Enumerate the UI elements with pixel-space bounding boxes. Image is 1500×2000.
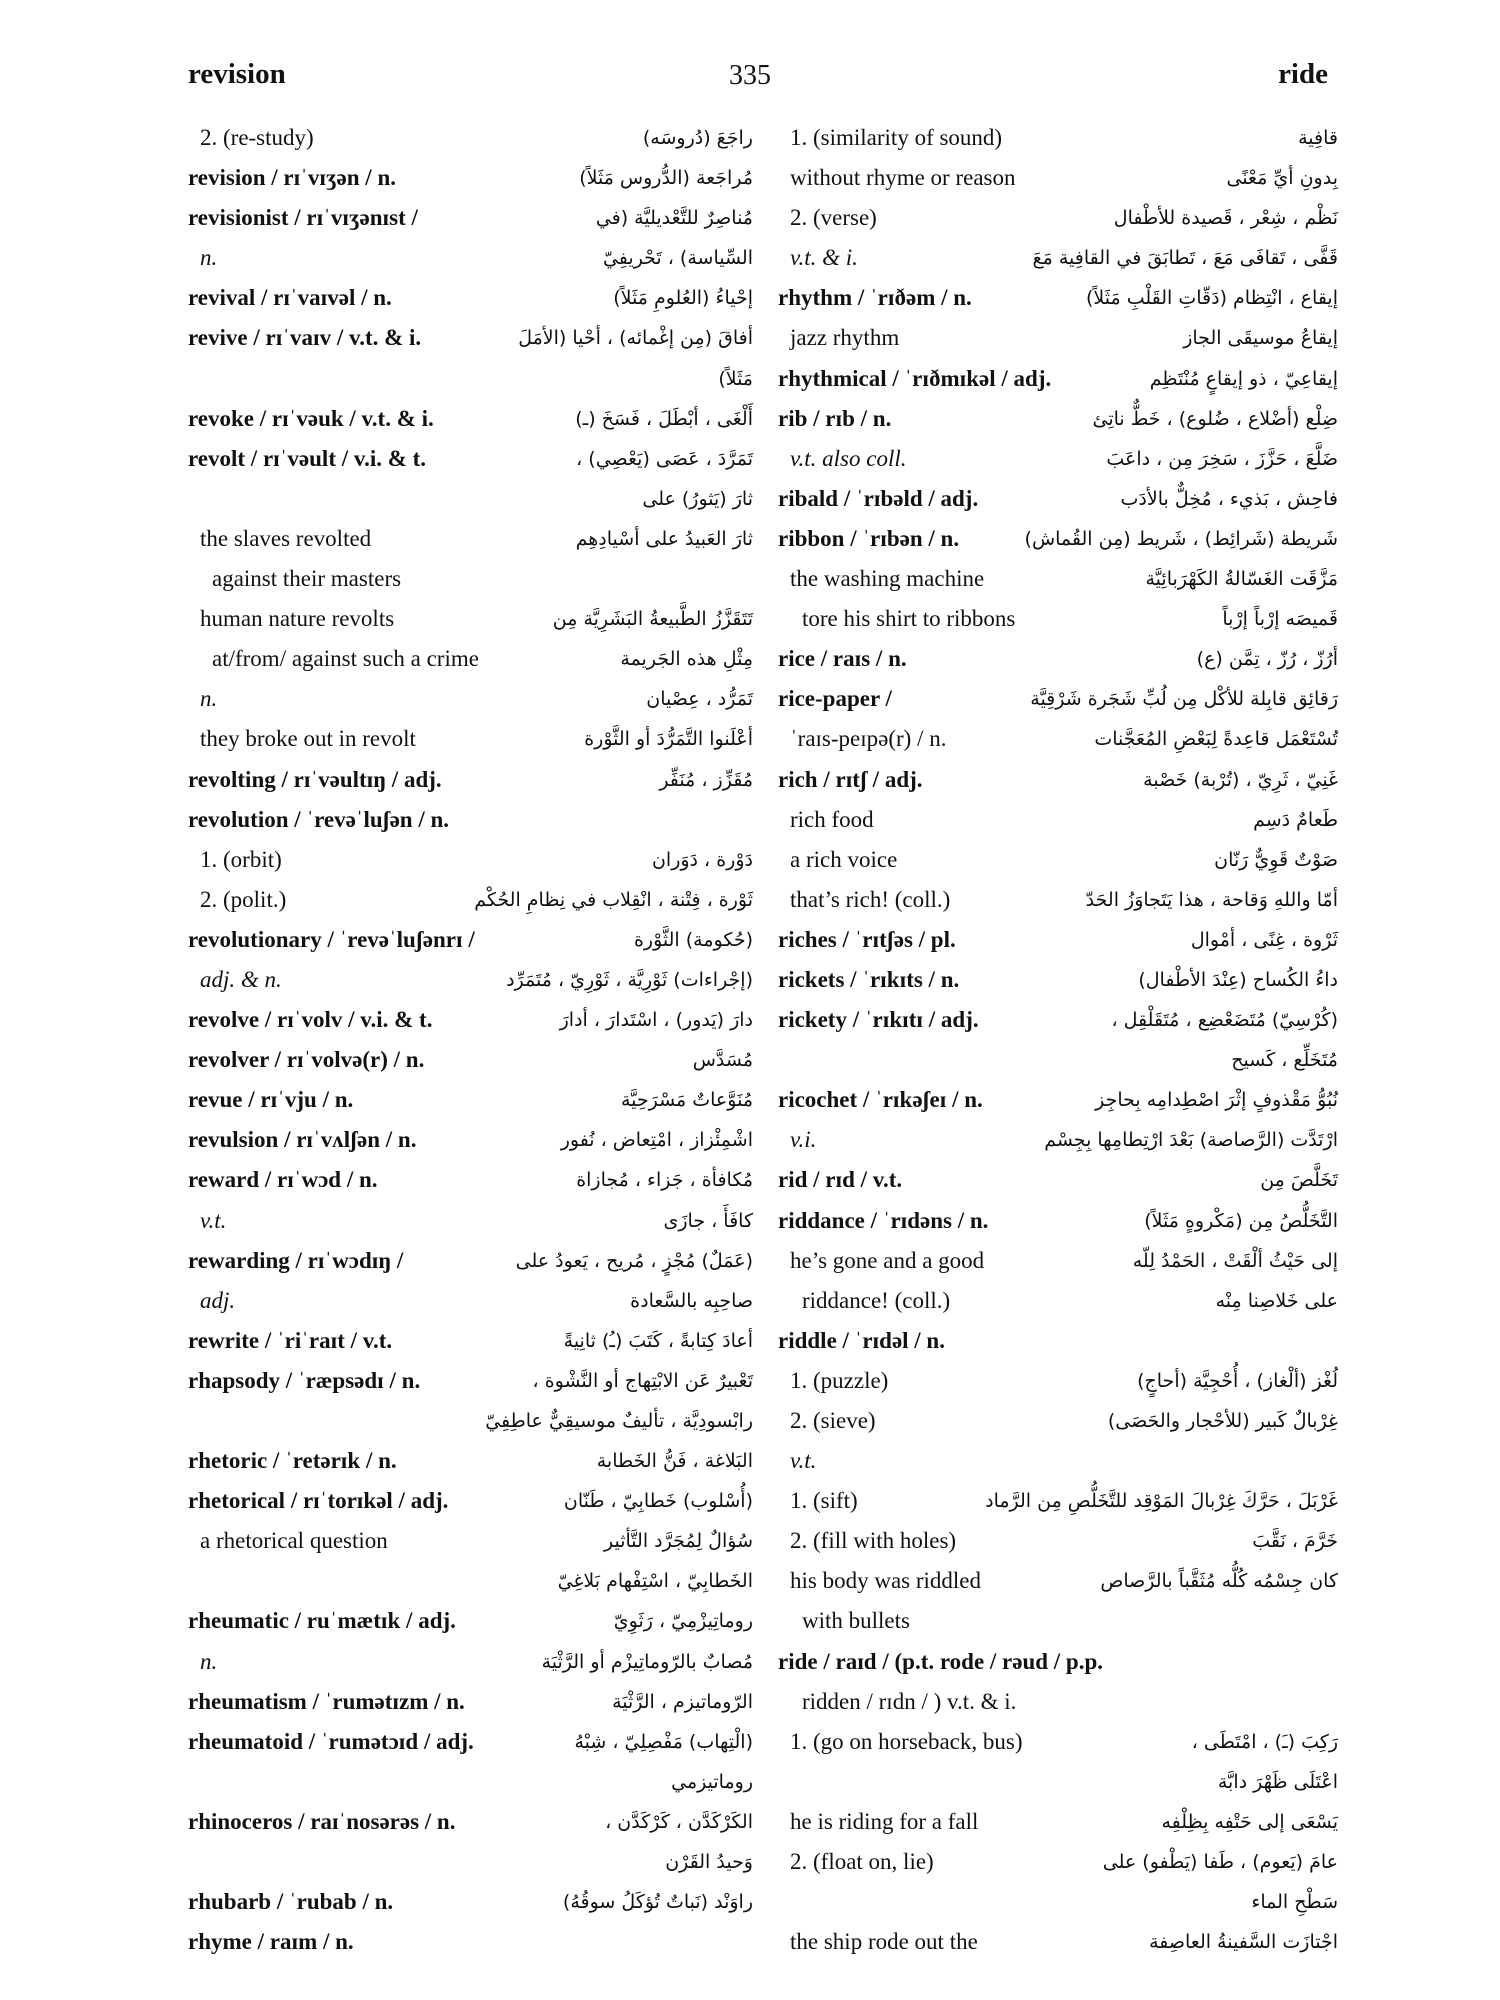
arabic-text: إلى حَيْثُ ألْقَتْ ، الحَمْدُ لِلّه — [1132, 1249, 1338, 1272]
english-text: v.t. also coll. — [790, 445, 907, 471]
arabic-text: ثارَ (يَثورُ) على — [642, 487, 753, 510]
entry-line — [778, 840, 1338, 880]
english-text: rid / rɪd / v.t. — [778, 1167, 903, 1193]
entry-line — [778, 1000, 1338, 1040]
entry-line — [188, 1361, 753, 1401]
english-text: ridden / rɪdn / ) v.t. & i. — [802, 1688, 1017, 1714]
entry-line — [778, 1842, 1338, 1882]
english-text: revolt / rɪˈvəult / v.i. & t. — [188, 445, 427, 471]
entry-line — [778, 479, 1338, 519]
english-text: ˈraɪs-peɪpə(r) / n. — [790, 726, 947, 752]
entry-line — [778, 1401, 1338, 1441]
entry-line — [778, 760, 1338, 800]
english-text: tore his shirt to ribbons — [802, 606, 1016, 632]
english-text: riddle / ˈrɪdəl / n. — [778, 1327, 945, 1353]
entry-line — [778, 1882, 1338, 1922]
english-text: rhinoceros / raɪˈnosərəs / n. — [188, 1808, 456, 1834]
english-text: at/from/ against such a crime — [212, 646, 479, 672]
entry-line — [188, 1040, 753, 1080]
entry-line — [188, 559, 753, 599]
arabic-text: روماتيزمي — [671, 1770, 753, 1793]
arabic-text: لُغْز (ألْغاز) ، أُحْجِيَّة (أحاجٍ) — [1137, 1369, 1338, 1392]
arabic-text: أعادَ كِتابةً ، كَتَبَ (ـُ) ثانِيةً — [563, 1329, 753, 1352]
entry-line — [188, 1842, 753, 1882]
entry-line — [778, 960, 1338, 1000]
english-text: rickets / ˈrɪkɪts / n. — [778, 966, 960, 992]
english-text: he’s gone and a good — [790, 1247, 985, 1273]
entry-line — [188, 1802, 753, 1842]
arabic-text: تَعْبيرٌ عَن الابْتِهاج أو النَّشْوة ، — [532, 1369, 753, 1392]
entry-line — [188, 880, 753, 920]
english-text: revoke / rɪˈvəuk / v.t. & i. — [188, 405, 434, 431]
entry-line — [778, 519, 1338, 559]
arabic-text: قافِية — [1298, 127, 1338, 149]
arabic-text: غَرْبَلَ ، حَرَّكَ غِرْبالَ المَوْقِد للتَّخَلُّصِ مِن الرَّماد — [985, 1490, 1338, 1513]
arabic-text: طَعامٌ دَسِم — [1253, 808, 1338, 831]
page-number: 335 — [729, 60, 771, 91]
english-text: 1. (go on horseback, bus) — [790, 1728, 1023, 1754]
entry-line — [778, 1481, 1338, 1521]
english-text: rhubarb / ˈrubab / n. — [188, 1889, 394, 1915]
english-text: reward / rɪˈwɔd / n. — [188, 1167, 378, 1193]
arabic-text: أعْلَنوا التَّمَرُّدَ أو الثَّوْرة — [584, 728, 753, 751]
english-text: revive / rɪˈvaɪv / v.t. & i. — [188, 325, 422, 351]
arabic-text: إيقاعُ موسيقَى الجاز — [1183, 327, 1338, 350]
entry-line — [778, 599, 1338, 639]
english-text: human nature revolts — [200, 606, 395, 632]
english-text: rice / raɪs / n. — [778, 646, 907, 672]
arabic-text: أَلْغَى ، أبْطَلَ ، فَسَخَ (ـ) — [575, 407, 753, 430]
entry-line — [188, 1120, 753, 1160]
english-text: 2. (re-study) — [200, 125, 314, 150]
entry-line — [188, 1521, 753, 1561]
english-text: the slaves revolted — [200, 525, 372, 551]
arabic-text: إحْياءُ (العُلومِ مَثَلاً) — [613, 287, 753, 310]
arabic-text: كافَأَ ، جازَى — [663, 1209, 753, 1232]
arabic-text: سُؤالٌ لِمُجَرَّد التَّأثير — [604, 1530, 753, 1553]
entry-line — [188, 840, 753, 880]
arabic-text: مُتَخَلِّع ، كَسيح — [1231, 1049, 1338, 1072]
arabic-text: (أُسْلوب) خَطابِيّ ، طَنّان — [563, 1490, 753, 1513]
arabic-text: راجَعَ (دُروسَه) — [642, 127, 753, 149]
arabic-text: سَطْحِ الماء — [1251, 1891, 1338, 1914]
entry-line — [188, 1722, 753, 1762]
entry-line — [188, 1000, 753, 1040]
english-text: n. — [200, 245, 218, 271]
english-text: ricochet / ˈrɪkəʃeɪ / n. — [778, 1087, 983, 1113]
english-text: 2. (polit.) — [200, 886, 287, 912]
entry-line — [188, 519, 753, 559]
english-text: rewrite / ˈriˈraɪt / v.t. — [188, 1327, 393, 1353]
arabic-text: البَلاغة ، فَنُّ الخَطابة — [596, 1450, 753, 1473]
arabic-text: رابْسودِيَّة ، تأليفٌ موسيقِيٌّ عاطِفِيّ — [485, 1410, 753, 1432]
entry-line — [188, 198, 753, 238]
entry-line — [188, 1321, 753, 1361]
arabic-text: ثَرْوة ، غِنًى ، أمْوال — [1190, 928, 1338, 951]
english-text: with bullets — [802, 1608, 910, 1634]
entry-line — [778, 920, 1338, 960]
arabic-text: الكَرْكَدَّن ، كَرْكَدَّن ، — [605, 1810, 753, 1833]
english-text: rhyme / raɪm / n. — [188, 1929, 354, 1955]
entry-line — [778, 118, 1338, 158]
arabic-text: فاحِش ، بَذيء ، مُخِلٌّ بالأدَب — [1120, 487, 1338, 510]
entry-line — [778, 880, 1338, 920]
entry-line — [778, 1521, 1338, 1561]
arabic-text: اشْمِئْزاز ، امْتِعاض ، نُفور — [560, 1129, 753, 1152]
entry-line — [188, 1481, 753, 1521]
arabic-text: الخَطابِيّ ، اسْتِفْهام بَلاغِيّ — [557, 1570, 753, 1593]
arabic-text: صاحِبِه بالسَّعادة — [630, 1289, 753, 1312]
arabic-text: ضِلْع (أضْلاع ، ضُلوع) ، خَطٌّ ناتِئ — [1092, 407, 1338, 430]
entry-line — [778, 318, 1338, 358]
right-column — [778, 118, 1338, 1962]
english-text: 2. (float on, lie) — [790, 1849, 934, 1875]
english-text: rheumatic / ruˈmætɪk / adj. — [188, 1608, 456, 1634]
entry-line — [778, 559, 1338, 599]
arabic-text: كان جِسْمُه كُلُّه مُثَقَّباً بالرَّصاص — [1100, 1570, 1338, 1593]
arabic-text: شَريطة (شَرائِط) ، شَريط (مِن القُماش) — [1024, 527, 1338, 550]
english-text: revisionist / rɪˈvɪʒənɪst / — [188, 205, 418, 231]
arabic-text: ثَوْرة ، فِتْنة ، انْقِلاب في نِظامِ الحُكْم — [474, 888, 753, 911]
entry-line — [188, 318, 753, 358]
arabic-text: داءُ الكُساح (عِنْدَ الأطْفال) — [1138, 968, 1338, 991]
english-text: his body was riddled — [790, 1568, 982, 1594]
entry-line — [778, 1642, 1338, 1682]
entry-line — [778, 639, 1338, 679]
arabic-text: (عَمَلٌ) مُجْزٍ ، مُريح ، يَعودُ على — [515, 1249, 753, 1272]
arabic-text: مُكافأة ، جَزاء ، مُجازاة — [576, 1169, 753, 1192]
entry-line — [778, 1802, 1338, 1842]
entry-line — [188, 238, 753, 278]
entry-line — [778, 679, 1338, 719]
left-column — [188, 118, 753, 1962]
entry-line — [778, 1561, 1338, 1601]
english-text: riches / ˈrɪtʃəs / pl. — [778, 926, 956, 952]
arabic-text: دَوْرة ، دَوَران — [651, 848, 753, 871]
english-text: ribbon / ˈrɪbən / n. — [778, 525, 960, 551]
entry-line — [778, 1201, 1338, 1241]
entry-line — [778, 1080, 1338, 1120]
arabic-text: تَمَرَّدَ ، عَصَى (يَعْصِي) ، — [576, 447, 753, 470]
arabic-text: بِدونِ أيِّ مَعْنًى — [1226, 167, 1338, 190]
english-text: revision / rɪˈvɪʒən / n. — [188, 165, 396, 191]
entry-line — [778, 359, 1338, 399]
arabic-text: إيقاع ، انْتِظام (دَقّاتِ القَلْبِ مَثَلاً) — [1086, 287, 1338, 310]
entry-line — [778, 719, 1338, 759]
entry-line — [778, 1040, 1338, 1080]
entry-line — [778, 1441, 1338, 1481]
arabic-text: أمّا واللهِ وَقاحة ، هذا يَتَجاوَزُ الحَدّ — [1085, 888, 1338, 911]
arabic-text: تَتَقَزَّزُ الطَّبيعةُ البَشَرِيَّة مِن — [552, 608, 753, 631]
english-text: v.t. — [790, 1448, 817, 1474]
english-text: they broke out in revolt — [200, 726, 416, 752]
english-text: 2. (fill with holes) — [790, 1528, 957, 1554]
arabic-text: روماتِيزْمِيّ ، رَثَوِيّ — [613, 1610, 753, 1633]
english-text: riddance! (coll.) — [802, 1287, 951, 1313]
english-text: rhetorical / rɪˈtorɪkəl / adj. — [188, 1488, 449, 1514]
english-text: ribald / ˈrɪbəld / adj. — [778, 485, 979, 511]
arabic-text: غِرْبالٌ كَبير (للأحْجار والحَصَى) — [1107, 1410, 1338, 1432]
arabic-text: (كُرْسِيّ) مُتَضَعْضِع ، مُتَقَلْقِل ، — [1111, 1009, 1338, 1032]
english-text: revolve / rɪˈvolv / v.i. & t. — [188, 1007, 433, 1033]
english-text: 1. (puzzle) — [790, 1367, 889, 1393]
entry-line — [778, 1160, 1338, 1200]
entry-line — [188, 1682, 753, 1722]
english-text: rhythm / ˈrɪðəm / n. — [778, 285, 972, 311]
arabic-text: نُبُوُّ مَقْذوفٍ إثْرَ اصْطِدامِه بِحاجِز — [1095, 1089, 1338, 1112]
entry-line — [778, 399, 1338, 439]
entry-line — [188, 158, 753, 198]
arabic-text: مُسَدَّس — [692, 1049, 753, 1072]
english-text: rich food — [790, 806, 874, 832]
arabic-text: مِثْلِ هذه الجَريمة — [620, 648, 753, 671]
english-text: the washing machine — [790, 566, 985, 592]
entry-line — [188, 960, 753, 1000]
entry-line — [188, 1922, 753, 1962]
entry-line — [778, 1361, 1338, 1401]
english-text: without rhyme or reason — [790, 165, 1016, 191]
arabic-text: (إجْراءات) ثَوْرِيَّة ، ثَوْرِيّ ، مُتَمَرِّد — [506, 968, 753, 991]
entry-line — [778, 158, 1338, 198]
entry-line — [188, 1441, 753, 1481]
entry-line — [778, 1281, 1338, 1321]
arabic-text: غَنِيّ ، ثَرِيّ ، (تُرْبة) خَصْبة — [1143, 768, 1338, 791]
entry-line — [188, 399, 753, 439]
arabic-text: وَحيدُ القَرْن — [665, 1851, 753, 1874]
arabic-text: مَثَلاً) — [718, 367, 753, 390]
entry-line — [778, 800, 1338, 840]
english-text: 2. (sieve) — [790, 1408, 876, 1433]
entry-line — [188, 599, 753, 639]
arabic-text: على خَلاصِنا مِنْه — [1215, 1289, 1338, 1312]
arabic-text: اجْتازَت السَّفينةُ العاصِفة — [1149, 1931, 1338, 1954]
arabic-text: دارَ (يَدور) ، اسْتَدارَ ، أدارَ — [559, 1009, 753, 1032]
arabic-text: قَميصَه إرْباً إرْباً — [1222, 608, 1338, 631]
english-text: rhetoric / ˈretərɪk / n. — [188, 1448, 397, 1474]
arabic-text: ارْتَدَّت (الرَّصاصة) بَعْدَ ارْتِطامِها بِجِسْم — [1044, 1129, 1338, 1152]
english-text: revolution / ˈrevəˈluʃən / n. — [188, 806, 450, 832]
english-text: a rich voice — [790, 846, 898, 872]
english-text: that’s rich! (coll.) — [790, 886, 951, 912]
english-text: rice-paper / — [778, 686, 892, 712]
entry-line — [188, 1401, 753, 1441]
entry-line — [188, 1601, 753, 1641]
english-text: rewarding / rɪˈwɔdɪŋ / — [188, 1247, 404, 1273]
arabic-text: (الْتِهاب) مَفْصِلِيّ ، شِبْهُ — [574, 1730, 753, 1753]
entry-line — [188, 1080, 753, 1120]
arabic-text: مُقَزِّز ، مُنَفِّر — [659, 768, 753, 791]
left-guide-word: revision — [188, 58, 286, 90]
entry-line — [188, 1642, 753, 1682]
arabic-text: اعْتَلَى ظَهْرَ دابَّة — [1217, 1770, 1338, 1793]
english-text: revival / rɪˈvaɪvəl / n. — [188, 285, 392, 311]
entry-line — [188, 920, 753, 960]
entry-line — [778, 1762, 1338, 1802]
arabic-text: عامَ (يَعوم) ، طَفا (يَطْفو) على — [1102, 1851, 1338, 1874]
english-text: riddance / ˈrɪdəns / n. — [778, 1207, 989, 1233]
entry-line — [188, 278, 753, 318]
entry-line — [188, 719, 753, 759]
arabic-text: مُنَوَّعاتٌ مَسْرَحِيَّة — [620, 1089, 753, 1112]
entry-line — [778, 1682, 1338, 1722]
english-text: he is riding for a fall — [790, 1808, 979, 1834]
english-text: n. — [200, 1648, 218, 1674]
english-text: v.i. — [790, 1127, 817, 1153]
entry-line — [188, 1281, 753, 1321]
arabic-text: راوَنْد (نَباتٌ تُؤكَلُ سوقُهُ) — [562, 1891, 753, 1914]
arabic-text: (حُكومة) الثَّوْرة — [633, 928, 753, 951]
entry-line — [188, 679, 753, 719]
entry-line — [188, 639, 753, 679]
arabic-text: رَكِبَ (ـَ) ، امْتَطَى ، — [1191, 1730, 1338, 1753]
english-text: revolver / rɪˈvolvə(r) / n. — [188, 1047, 425, 1073]
entry-line — [778, 1321, 1338, 1361]
english-text: adj. & n. — [200, 966, 282, 992]
english-text: rhapsody / ˈræpsədɪ / n. — [188, 1367, 421, 1393]
arabic-text: السِّياسة) ، تَحْريفِيّ — [602, 247, 753, 270]
entry-line — [188, 1160, 753, 1200]
english-text: revolutionary / ˈrevəˈluʃənrɪ / — [188, 926, 475, 952]
entry-line — [188, 1561, 753, 1601]
english-text: adj. — [200, 1287, 236, 1313]
arabic-text: تَمَرُّد ، عِصْيان — [646, 688, 753, 711]
entry-line — [188, 1882, 753, 1922]
arabic-text: أفاقَ (مِن إغْمائه) ، أحْيا (الأمَلَ — [518, 327, 753, 350]
english-text: rickety / ˈrɪkɪtɪ / adj. — [778, 1007, 979, 1033]
english-text: rhythmical / ˈrɪðmɪkəl / adj. — [778, 365, 1052, 391]
english-text: a rhetorical question — [200, 1528, 388, 1554]
arabic-text: أرُزّ ، رُزّ ، تِمَّن (ع) — [1196, 648, 1338, 671]
entry-line — [188, 439, 753, 479]
english-text: rich / rɪtʃ / adj. — [778, 766, 923, 792]
english-text: revulsion / rɪˈvʌlʃən / n. — [188, 1127, 417, 1153]
english-text: revolting / rɪˈvəultɪŋ / adj. — [188, 766, 442, 792]
entry-line — [778, 1601, 1338, 1641]
arabic-text: الرّوماتيزم ، الرَّثْيَة — [612, 1690, 753, 1713]
arabic-text: ثارَ العَبيدُ على أسْيادِهِم — [575, 527, 753, 550]
arabic-text: قَفَّى ، تَقافَى مَعَ ، تَطابَقَ في القافِية مَعَ — [1032, 247, 1338, 270]
english-text: rheumatism / ˈrumətɪzm / n. — [188, 1688, 465, 1714]
arabic-text: مُراجَعة (الدُّروس مَثَلاً) — [579, 167, 753, 190]
arabic-text: مُصابٌ بالرّوماتِيزْم أو الرَّثْيَة — [541, 1650, 753, 1673]
entry-line — [778, 439, 1338, 479]
entry-line — [188, 1201, 753, 1241]
entry-line — [778, 278, 1338, 318]
arabic-text: التَّخَلُّصُ مِن (مَكْروهٍ مَثَلاً) — [1144, 1209, 1338, 1232]
english-text: 1. (similarity of sound) — [790, 125, 1003, 150]
english-text: n. — [200, 686, 218, 712]
arabic-text: تَخَلَّصَ مِن — [1260, 1169, 1338, 1192]
right-guide-word: ride — [1278, 58, 1328, 90]
entry-line — [778, 1241, 1338, 1281]
entry-line — [188, 1241, 753, 1281]
english-text: 2. (verse) — [790, 205, 877, 231]
entry-line — [778, 1722, 1338, 1762]
english-text: rib / rɪb / n. — [778, 405, 892, 431]
arabic-text: صَوْتٌ قَوِيٌّ رَنّان — [1214, 848, 1338, 871]
english-text: against their masters — [212, 566, 402, 592]
english-text: 1. (sift) — [790, 1488, 858, 1514]
arabic-text: مَزَّقَت الغَسّالةُ الكَهْرَبائِيَّة — [1145, 568, 1338, 591]
english-text: jazz rhythm — [790, 325, 900, 351]
english-text: 1. (orbit) — [200, 846, 282, 872]
arabic-text: خَرَّمَ ، نَقَّبَ — [1252, 1530, 1338, 1553]
entry-line — [778, 1922, 1338, 1962]
entry-line — [188, 118, 753, 158]
english-text: the ship rode out the — [790, 1929, 978, 1955]
arabic-text: مُناصِرٌ للتَّعْديليَّة (في — [595, 207, 753, 230]
arabic-text: تُسْتَعْمَل قاعِدةً لِبَعْضِ المُعَجَّنات — [1094, 728, 1338, 751]
entry-line — [188, 479, 753, 519]
arabic-text: يَسْعَى إلى حَتْفِه بِظِلْفِه — [1161, 1810, 1338, 1833]
entry-line — [188, 359, 753, 399]
arabic-text: ضَلَّعَ ، حَزَّزَ ، سَخِرَ مِن ، داعَبَ — [1106, 447, 1338, 470]
entry-line — [188, 760, 753, 800]
english-text: revue / rɪˈvju / n. — [188, 1087, 354, 1113]
entry-line — [778, 1120, 1338, 1160]
entry-line — [778, 198, 1338, 238]
arabic-text: نَظْم ، شِعْر ، قَصيدة للأطْفال — [1113, 207, 1338, 230]
entry-line — [188, 800, 753, 840]
arabic-text: إيقاعِيّ ، ذو إيقاعٍ مُنْتَظِم — [1149, 367, 1338, 390]
entry-line — [188, 1762, 753, 1802]
english-text: v.t. — [200, 1207, 227, 1233]
english-text: v.t. & i. — [790, 245, 858, 271]
english-text: rheumatoid / ˈrumətɔɪd / adj. — [188, 1728, 474, 1754]
arabic-text: رَقائِق قابِلة للأكْل مِن لُبِّ شَجَرة شَرْقِيَّة — [1030, 688, 1338, 711]
entry-line — [778, 238, 1338, 278]
english-text: ride / raɪd / (p.t. rode / rəud / p.p. — [778, 1648, 1104, 1674]
